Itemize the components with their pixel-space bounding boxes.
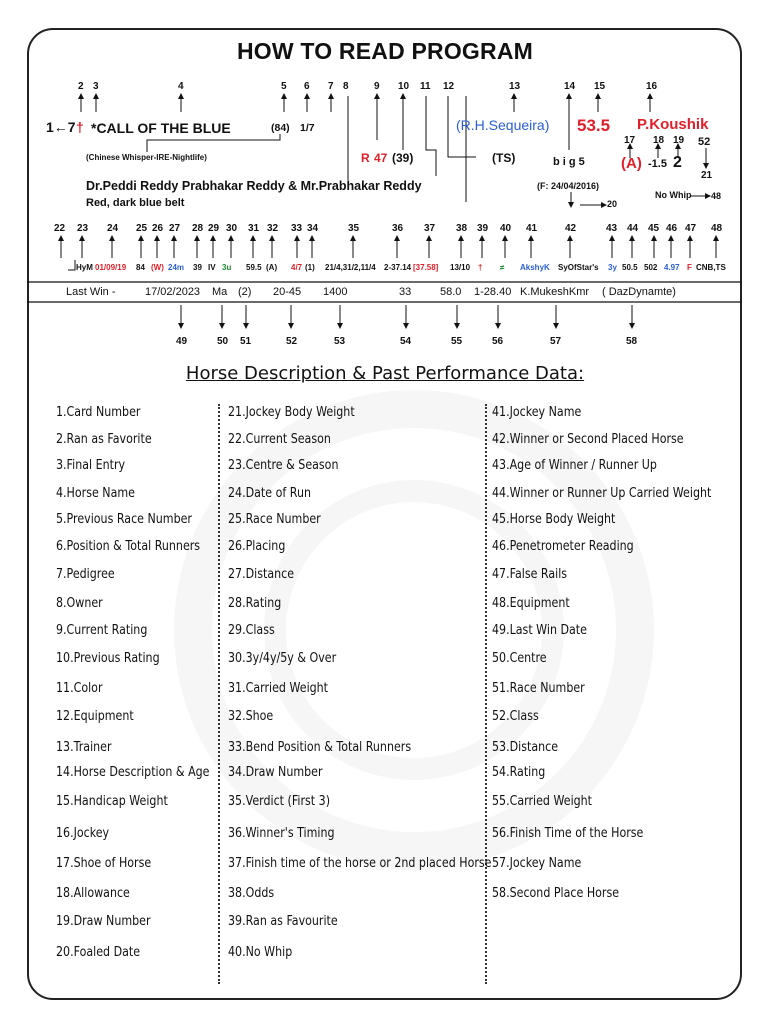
field-number-28: 28 — [192, 223, 204, 234]
column-divider-1 — [218, 404, 220, 984]
horse-name: *CALL OF THE BLUE — [91, 120, 231, 136]
perf-field: 01/09/19 — [95, 263, 127, 272]
field-number-9: 9 — [374, 81, 380, 92]
allowance-value: -1.5 — [648, 158, 667, 170]
field-number-27: 27 — [169, 223, 181, 234]
perf-field: 3u — [222, 263, 232, 272]
field-number-58: 58 — [626, 336, 638, 347]
field-number-35: 35 — [348, 223, 360, 234]
legend-item: 34.Draw Number — [228, 764, 323, 780]
shoe-top-value: 52 — [698, 136, 711, 148]
field-number-37: 37 — [424, 223, 436, 234]
legend-item: 37.Finish time of the horse or 2nd placed Horse — [228, 855, 492, 871]
legend-item: 33.Bend Position & Total Runners — [228, 739, 412, 755]
foaled-date: (F: 24/04/2016) — [537, 181, 600, 191]
field-number-13: 13 — [509, 81, 521, 92]
label-21: 21 — [701, 170, 713, 181]
legend-item: 48.Equipment — [492, 595, 570, 611]
field-number-52: 52 — [286, 336, 298, 347]
last-win-class: 20-45 — [273, 286, 302, 298]
legend-item: 28.Rating — [228, 595, 282, 611]
perf-field: 4.97 — [664, 263, 680, 272]
field-number-16: 16 — [646, 81, 658, 92]
position-runners: 1/7 — [300, 122, 315, 134]
legend-item: 17.Shoe of Horse — [56, 855, 152, 871]
current-rating: 47 — [374, 151, 388, 165]
field-number-23: 23 — [77, 223, 89, 234]
legend-item: 16.Jockey — [56, 825, 110, 841]
legend-item: 54.Rating — [492, 764, 546, 780]
legend-item: 39.Ran as Favourite — [228, 913, 338, 929]
legend-item: 35.Verdict (First 3) — [228, 793, 331, 809]
field-number-33: 33 — [291, 223, 303, 234]
legend-item: 41.Jockey Name — [492, 404, 582, 420]
perf-field: SyOfStar's — [558, 263, 599, 272]
legend-item: 15.Handicap Weight — [56, 793, 168, 809]
legend-item: 53.Distance — [492, 739, 559, 755]
field-number-30: 30 — [226, 223, 238, 234]
field-number-34: 34 — [307, 223, 319, 234]
field-number-47: 47 — [685, 223, 697, 234]
no-whip-label: No Whip — [655, 190, 692, 200]
field-number-3: 3 — [93, 81, 99, 92]
field-number-22: 22 — [54, 223, 66, 234]
legend-item: 49.Last Win Date — [492, 622, 587, 638]
perf-field: 84 — [136, 263, 145, 272]
legend-item: 10.Previous Rating — [56, 650, 160, 666]
perf-field: AkshyK — [520, 263, 550, 272]
perf-field: F — [687, 263, 692, 272]
perf-field: 4/7 — [291, 263, 303, 272]
legend-item: 4.Horse Name — [56, 485, 135, 501]
last-win-centre: Ma — [212, 286, 228, 298]
perf-field: [37.58] — [413, 263, 439, 272]
perf-field: HyM — [76, 263, 93, 272]
field-number-29: 29 — [208, 223, 220, 234]
legend-item: 25.Race Number — [228, 511, 321, 527]
legend-item: 6.Position & Total Runners — [56, 538, 201, 554]
label-48: 48 — [711, 191, 722, 201]
last-win-distance: 1400 — [323, 286, 348, 298]
legend-item: 46.Penetrometer Reading — [492, 538, 634, 554]
field-number-42: 42 — [565, 223, 577, 234]
legend-item: 55.Carried Weight — [492, 793, 593, 809]
legend-item: 18.Allowance — [56, 885, 130, 901]
trainer-name: (R.H.Sequeira) — [456, 117, 550, 133]
pedigree: (Chinese Whisper-IRE-Nightlife) — [86, 153, 207, 162]
legend-item: 26.Placing — [228, 538, 286, 554]
legend-item: 57.Jockey Name — [492, 855, 582, 871]
legend-item: 23.Centre & Season — [228, 457, 339, 473]
field-number-6: 6 — [304, 81, 310, 92]
field-number-51: 51 — [240, 336, 252, 347]
field-number-43: 43 — [606, 223, 618, 234]
legend-item: 43.Age of Winner / Runner Up — [492, 457, 657, 473]
field-number-49: 49 — [176, 336, 188, 347]
perf-field: 24m — [168, 263, 185, 272]
perf-field: (1) — [305, 263, 315, 272]
field-number-54: 54 — [400, 336, 412, 347]
previous-rating: (39) — [392, 151, 414, 165]
legend-item: 8.Owner — [56, 595, 103, 611]
perf-field: 39 — [193, 263, 202, 272]
legend-item: 24.Date of Run — [228, 485, 311, 501]
field-number-55: 55 — [451, 336, 463, 347]
field-number-48: 48 — [711, 223, 723, 234]
field-number-10: 10 — [398, 81, 410, 92]
page-title: HOW TO READ PROGRAM — [237, 38, 533, 64]
perf-field: (W) — [151, 263, 164, 272]
perf-field: (A) — [266, 263, 278, 272]
field-number-2: 2 — [78, 81, 84, 92]
legend-item: 7.Pedigree — [56, 566, 115, 582]
legend-item: 2.Ran as Favorite — [56, 431, 152, 447]
legend-item: 27.Distance — [228, 566, 295, 582]
legend-item: 42.Winner or Second Placed Horse — [492, 431, 684, 447]
field-number-8: 8 — [343, 81, 349, 92]
field-number-32: 32 — [267, 223, 279, 234]
legend-item: 13.Trainer — [56, 739, 112, 755]
field-number-12: 12 — [443, 81, 455, 92]
legend-item: 52.Class — [492, 708, 539, 724]
legend-item: 51.Race Number — [492, 680, 585, 696]
perf-field: 3y — [608, 263, 617, 272]
legend-item: 19.Draw Number — [56, 913, 151, 929]
equipment: (TS) — [492, 151, 516, 165]
field-number-31: 31 — [248, 223, 260, 234]
legend-item: 12.Equipment — [56, 708, 134, 724]
legend-item: 58.Second Place Horse — [492, 885, 620, 901]
owner: Dr.Peddi Reddy Prabhakar Reddy & Mr.Prabhakar Reddy — [86, 179, 422, 193]
legend-item: 20.Foaled Date — [56, 944, 141, 960]
last-win-rating: 33 — [399, 286, 412, 298]
field-number-38: 38 — [456, 223, 468, 234]
legend-item: 9.Current Rating — [56, 622, 148, 638]
perf-field: 59.5 — [246, 263, 262, 272]
field-number-25: 25 — [136, 223, 148, 234]
legend-item: 50.Centre — [492, 650, 547, 666]
section-title: Horse Description & Past Performance Data: — [185, 363, 585, 384]
label-20: 20 — [607, 199, 618, 209]
perf-field: 2-37.14 — [384, 263, 412, 272]
legend-item: 30.3y/4y/5y & Over — [228, 650, 337, 666]
legend-item: 36.Winner's Timing — [228, 825, 335, 841]
legend-item: 47.False Rails — [492, 566, 568, 582]
legend-item: 38.Odds — [228, 885, 275, 901]
legend-item: 21.Jockey Body Weight — [228, 404, 355, 420]
favorite-dagger: † — [76, 119, 84, 135]
field-number-44: 44 — [627, 223, 639, 234]
field-number-57: 57 — [550, 336, 562, 347]
handicap-weight: 53.5 — [577, 116, 611, 135]
field-number-46: 46 — [666, 223, 678, 234]
field-number-40: 40 — [500, 223, 512, 234]
horse-color: Red, dark blue belt — [86, 197, 185, 209]
horse-description: b i g 5 — [553, 156, 585, 168]
legend-item: 44.Winner or Runner Up Carried Weight — [492, 485, 712, 501]
field-number-26: 26 — [152, 223, 164, 234]
legend-item: 5.Previous Race Number — [56, 511, 192, 527]
column-divider-2 — [485, 404, 487, 984]
field-number-7: 7 — [328, 81, 334, 92]
last-win-weight: 58.0 — [440, 286, 462, 298]
field-number-11: 11 — [420, 81, 431, 92]
legend-item: 45.Horse Body Weight — [492, 511, 616, 527]
perf-field: 13/10 — [450, 263, 471, 272]
last-win-race: (2) — [238, 286, 252, 298]
legend-item: 11.Color — [56, 680, 103, 696]
field-number-45: 45 — [648, 223, 660, 234]
field-number-14: 14 — [564, 81, 576, 92]
field-number-56: 56 — [492, 336, 504, 347]
perf-field: 502 — [644, 263, 658, 272]
perf-field: CNB,TS — [696, 263, 726, 272]
field-number-41: 41 — [526, 223, 538, 234]
perf-field: ≠ — [500, 263, 505, 272]
allowance-mark: (A) — [621, 155, 642, 172]
last-win-jockey: K.MukeshKmr — [520, 286, 590, 298]
legend-item: 31.Carried Weight — [228, 680, 329, 696]
previous-race-number: (84) — [271, 122, 290, 134]
legend-item: 29.Class — [228, 622, 275, 638]
legend-item: 56.Finish Time of the Horse — [492, 825, 644, 841]
field-number-50: 50 — [217, 336, 229, 347]
legend-item: 22.Current Season — [228, 431, 331, 447]
field-number-36: 36 — [392, 223, 404, 234]
legend-item: 32.Shoe — [228, 708, 274, 724]
field-number-5: 5 — [281, 81, 287, 92]
legend-item: 14.Horse Description & Age — [56, 764, 210, 780]
last-win-time: 1-28.40 — [474, 286, 512, 298]
field-number-4: 4 — [178, 81, 184, 92]
field-number-15: 15 — [594, 81, 606, 92]
perf-field: 21/4,31/2,11/4 — [325, 263, 376, 272]
card-number-arrow: 1←7 — [46, 119, 76, 135]
last-win-label: Last Win - — [66, 286, 116, 298]
last-win-date: 17/02/2023 — [145, 286, 201, 298]
legend-item: 3.Final Entry — [56, 457, 126, 473]
field-number-24: 24 — [107, 223, 119, 234]
legend-item: 40.No Whip — [228, 944, 293, 960]
jockey-name: P.Koushik — [637, 116, 709, 133]
perf-field: 50.5 — [622, 263, 638, 272]
field-number-53: 53 — [334, 336, 346, 347]
rating-r: R — [361, 151, 370, 165]
last-win-second: ( DazDynamte) — [602, 286, 676, 298]
perf-field: IV — [208, 263, 216, 272]
draw-number: 2 — [673, 154, 682, 171]
legend-item: 1.Card Number — [56, 404, 141, 420]
perf-field: † — [478, 263, 483, 272]
field-number-39: 39 — [477, 223, 489, 234]
